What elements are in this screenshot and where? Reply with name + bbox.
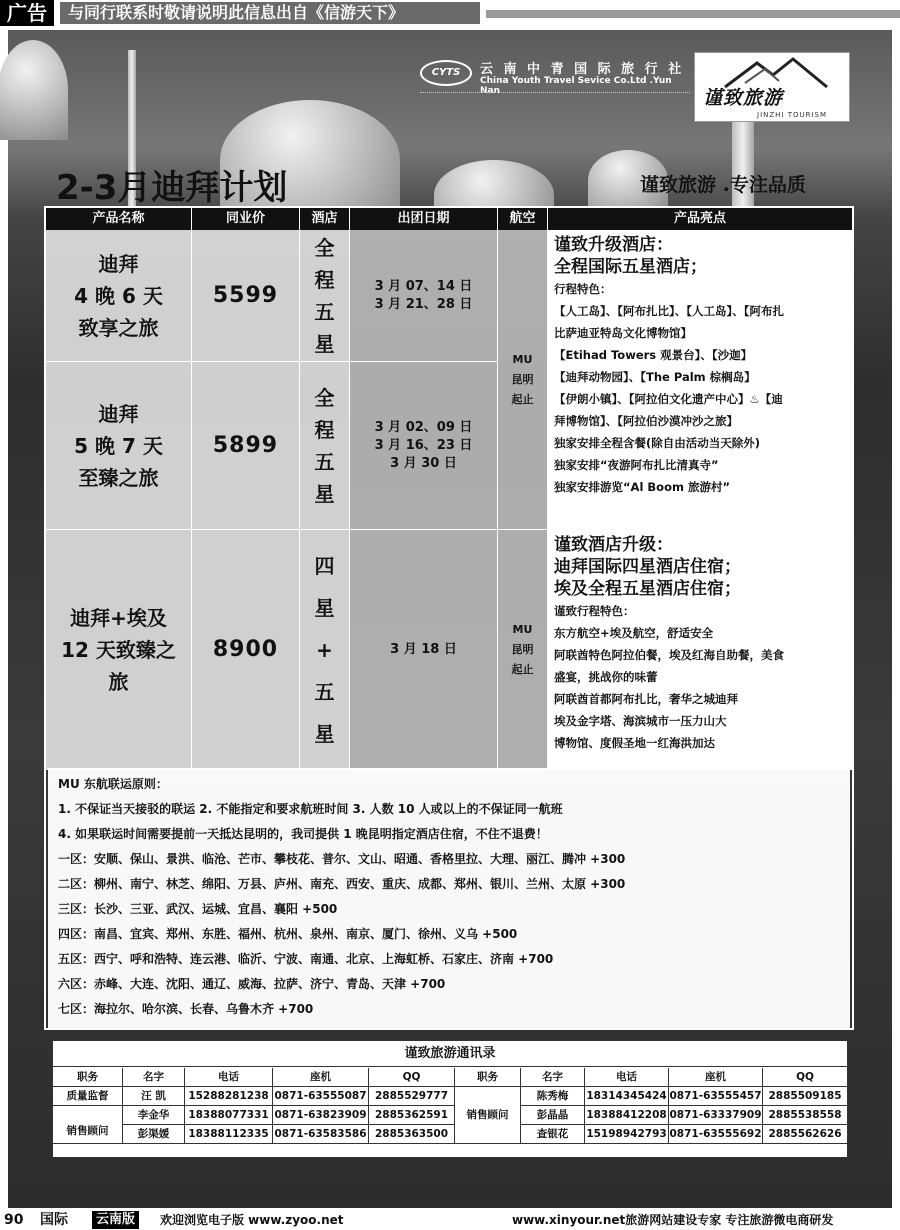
highlights-cell bbox=[548, 530, 852, 770]
contact-phone: 18388412208 bbox=[585, 1106, 669, 1125]
contact-header: 职务 bbox=[455, 1068, 521, 1087]
hotel-cell bbox=[300, 230, 350, 362]
page-number: 90 bbox=[4, 1212, 24, 1228]
contact-header: 名字 bbox=[123, 1068, 185, 1087]
airline-cell bbox=[498, 230, 548, 530]
price-cell bbox=[192, 362, 300, 530]
contact-landline: 0871-63555457 bbox=[669, 1087, 763, 1106]
highlight-line: 阿联酋特色阿拉伯餐，埃及红海自助餐，美食 bbox=[554, 648, 784, 662]
highlight-line: 行程特色： bbox=[554, 282, 612, 296]
ad-label: 广告 bbox=[0, 0, 54, 26]
contact-header: 职务 bbox=[53, 1068, 123, 1087]
contact-phone: 15198942793 bbox=[585, 1125, 669, 1144]
highlight-line: 【迪拜动物园】、【The Palm 棕榈岛】 bbox=[554, 370, 756, 384]
airline-info: MU 昆明 起止 bbox=[511, 622, 534, 676]
contact-qq: 2885562626 bbox=[763, 1125, 847, 1144]
rule-line: 1. 不保证当天接驳的联运 2. 不能指定和要求航班时间 3. 人数 10 人或以上的不保证同一航班 bbox=[58, 802, 563, 816]
highlight-heading: 迪拜国际四星酒店住宿； bbox=[554, 557, 741, 577]
product-table bbox=[44, 206, 854, 1030]
price-cell bbox=[192, 530, 300, 770]
page-title: 2-3月迪拜计划 bbox=[56, 168, 288, 208]
contact-header: 座机 bbox=[669, 1068, 763, 1087]
slogan: 谨致旅游 .专注品质 bbox=[640, 174, 806, 196]
footer-website[interactable]: www.xinyour.net旅游网站建设专家 专注旅游微电商研发 bbox=[512, 1213, 834, 1227]
agency-brand bbox=[420, 56, 690, 100]
highlight-line: 【人工岛】、【阿布扎比】、【人工岛】、【阿布扎 bbox=[554, 304, 784, 318]
hotel-char: 五 bbox=[314, 299, 335, 324]
highlight-line: 博物馆、度假圣地一红海洪加达 bbox=[554, 736, 715, 750]
edition-badge: 云南版 bbox=[92, 1211, 139, 1229]
rule-line: 五区：西宁、呼和浩特、连云港、临沂、宁波、南通、北京、上海虹桥、石家庄、济南 +700 bbox=[58, 952, 554, 966]
highlight-heading: 埃及全程五星酒店住宿； bbox=[554, 579, 741, 599]
contact-landline: 0871-63823909 bbox=[273, 1106, 369, 1125]
contact-header: 名字 bbox=[521, 1068, 585, 1087]
contact-qq: 2885362591 bbox=[369, 1106, 455, 1125]
highlight-line: 埃及金字塔、海滨城市一压力山大 bbox=[554, 714, 727, 728]
hotel-char: 全 bbox=[314, 385, 335, 410]
product-name-cell bbox=[46, 230, 192, 362]
product-price: 5899 bbox=[212, 433, 279, 458]
highlight-line: 比萨迪亚特岛文化博物馆】 bbox=[554, 326, 692, 340]
contact-landline: 0871-63555692 bbox=[669, 1125, 763, 1144]
hotel-char: 星 bbox=[314, 481, 335, 506]
hotel-char: 星 bbox=[314, 595, 335, 620]
contact-role: 销售顾问 bbox=[53, 1106, 123, 1144]
product-name: 迪拜+埃及 12 天致臻之 旅 bbox=[61, 605, 176, 694]
contact-header: QQ bbox=[369, 1068, 455, 1087]
header-dates: 出团日期 bbox=[350, 208, 498, 230]
contact-name: 彭渠媛 bbox=[123, 1125, 185, 1144]
highlight-heading: 谨致升级酒店： bbox=[554, 235, 673, 255]
dome-decoration bbox=[0, 40, 68, 140]
highlight-line: 阿联酋首都阿布扎比，奢华之城迪拜 bbox=[554, 692, 738, 706]
rule-line: 三区：长沙、三亚、武汉、运城、宜昌、襄阳 +500 bbox=[58, 902, 338, 916]
contact-name: 陈秀梅 bbox=[521, 1087, 585, 1106]
divider bbox=[420, 92, 690, 98]
departure-dates: 3 月 02、09 日 3 月 16、23 日 3 月 30 日 bbox=[374, 419, 473, 471]
rule-line: 四区：南昌、宜宾、郑州、东胜、福州、杭州、泉州、南京、厦门、徐州、义乌 +500 bbox=[58, 927, 518, 941]
highlight-line: 盛宴，挑战你的味蕾 bbox=[554, 670, 658, 684]
highlight-line: 独家安排游览“Al Boom 旅游村” bbox=[554, 480, 731, 494]
rule-line: 一区：安顺、保山、景洪、临沧、芒市、攀枝花、普尔、文山、昭通、香格里拉、大理、丽江、腾冲 +300 bbox=[58, 852, 626, 866]
hotel-char: 五 bbox=[314, 449, 335, 474]
contact-directory bbox=[52, 1040, 848, 1158]
dates-cell bbox=[350, 530, 498, 770]
product-price: 8900 bbox=[212, 637, 279, 662]
contact-qq: 2885529777 bbox=[369, 1087, 455, 1106]
logo-cn-text: 谨致旅游 bbox=[703, 87, 784, 109]
contact-qq: 2885538558 bbox=[763, 1106, 847, 1125]
agency-logo: CYTS bbox=[420, 60, 472, 86]
highlight-line: 东方航空+埃及航空，舒适安全 bbox=[554, 626, 714, 640]
departure-dates: 3 月 07、14 日 3 月 21、28 日 bbox=[374, 278, 473, 312]
highlight-line: 独家安排全程含餐(除自由活动当天除外) bbox=[554, 436, 761, 450]
header-product-name: 产品名称 bbox=[46, 208, 192, 230]
airline-info: MU 昆明 起止 bbox=[511, 352, 534, 406]
section-label: 国际 bbox=[40, 1212, 68, 1228]
contact-name: 汪 凯 bbox=[123, 1087, 185, 1106]
product-name: 迪拜 5 晚 7 天 至臻之旅 bbox=[74, 401, 163, 490]
highlight-line: 【Etihad Towers 观景台】、【沙迦】 bbox=[554, 348, 753, 362]
jinzhi-logo bbox=[694, 52, 850, 122]
highlights-cell bbox=[548, 230, 852, 530]
hotel-char: 星 bbox=[314, 331, 335, 356]
hotel-char: + bbox=[316, 637, 333, 662]
product-name-cell bbox=[46, 530, 192, 770]
contact-qq: 2885363500 bbox=[369, 1125, 455, 1144]
logo-en-text: JINZHI TOURISM bbox=[757, 111, 828, 119]
header-price: 同业价 bbox=[192, 208, 300, 230]
highlight-line: 独家安排“夜游阿布扎比清真寺” bbox=[554, 458, 719, 472]
agency-en-name: China Youth Travel Sevice Co.Ltd .Yun Nan bbox=[480, 76, 672, 96]
highlight-line: 【伊朗小镇】、【阿拉伯文化遗产中心】♨【迪 bbox=[554, 392, 783, 406]
product-name-cell bbox=[46, 362, 192, 530]
hotel-char: 全 bbox=[314, 235, 335, 260]
rule-line: 六区：赤峰、大连、沈阳、通辽、威海、拉萨、济宁、青岛、天津 +700 bbox=[58, 977, 446, 991]
contact-name: 查银花 bbox=[521, 1125, 585, 1144]
rule-line: 七区：海拉尔、哈尔滨、长春、乌鲁木齐 +700 bbox=[58, 1002, 314, 1016]
contact-role: 质量监督 bbox=[53, 1087, 123, 1106]
ad-strip bbox=[0, 0, 900, 26]
highlight-heading: 谨致酒店升级： bbox=[554, 535, 673, 555]
contact-header: 电话 bbox=[585, 1068, 669, 1087]
rule-line: MU 东航联运原则： bbox=[58, 777, 168, 791]
hotel-char: 五 bbox=[314, 679, 335, 704]
airline-rules bbox=[48, 768, 850, 1028]
divider bbox=[486, 10, 900, 18]
contact-header: 电话 bbox=[185, 1068, 273, 1087]
rule-line: 4. 如果联运时间需要提前一天抵达昆明的，我司提供 1 晚昆明指定酒店住宿，不住不退费！ bbox=[58, 827, 548, 841]
contact-phone: 18388112335 bbox=[185, 1125, 273, 1144]
highlight-line: 拜博物馆】、【阿拉伯沙漠冲沙之旅】 bbox=[554, 414, 738, 428]
hotel-cell bbox=[300, 362, 350, 530]
contact-role: 销售顾问 bbox=[455, 1087, 521, 1144]
source-notice: 与同行联系时敬请说明此信息出自《信游天下》 bbox=[60, 2, 480, 24]
header-airline: 航空 bbox=[498, 208, 548, 230]
contact-landline: 0871-63583586 bbox=[273, 1125, 369, 1144]
highlight-line: 谨致行程特色： bbox=[554, 604, 635, 618]
header-highlights: 产品亮点 bbox=[548, 208, 852, 230]
contact-landline: 0871-63337909 bbox=[669, 1106, 763, 1125]
price-cell bbox=[192, 230, 300, 362]
hotel-char: 程 bbox=[314, 417, 335, 442]
header-hotel: 酒店 bbox=[300, 208, 350, 230]
contact-qq: 2885509185 bbox=[763, 1087, 847, 1106]
contact-name: 彭晶晶 bbox=[521, 1106, 585, 1125]
departure-dates: 3 月 18 日 bbox=[390, 641, 457, 657]
rule-line: 二区：柳州、南宁、林芝、绵阳、万县、庐州、南充、西安、重庆、成都、郑州、银川、兰州、太原 +300 bbox=[58, 877, 626, 891]
hotel-char: 星 bbox=[314, 721, 335, 746]
hotel-cell bbox=[300, 530, 350, 770]
contact-title: 谨致旅游通讯录 bbox=[53, 1041, 847, 1067]
dates-cell bbox=[350, 362, 498, 530]
page-footer bbox=[0, 1210, 900, 1230]
dates-cell bbox=[350, 230, 498, 362]
hotel-char: 程 bbox=[314, 267, 335, 292]
contact-header: QQ bbox=[763, 1068, 847, 1087]
product-name: 迪拜 4 晚 6 天 致享之旅 bbox=[74, 251, 163, 340]
agency-cn-name: 云 南 中 青 国 际 旅 行 社 bbox=[480, 62, 685, 77]
browse-link[interactable]: 欢迎浏览电子版 www.zyoo.net bbox=[160, 1213, 344, 1227]
hotel-char: 四 bbox=[314, 553, 335, 578]
airline-cell bbox=[498, 530, 548, 770]
contact-landline: 0871-63555087 bbox=[273, 1087, 369, 1106]
contact-phone: 15288281238 bbox=[185, 1087, 273, 1106]
highlight-heading: 全程国际五星酒店； bbox=[554, 257, 707, 277]
product-price: 5599 bbox=[212, 283, 279, 308]
contact-phone: 18314345424 bbox=[585, 1087, 669, 1106]
contact-name: 李金华 bbox=[123, 1106, 185, 1125]
contact-header: 座机 bbox=[273, 1068, 369, 1087]
contact-phone: 18388077331 bbox=[185, 1106, 273, 1125]
